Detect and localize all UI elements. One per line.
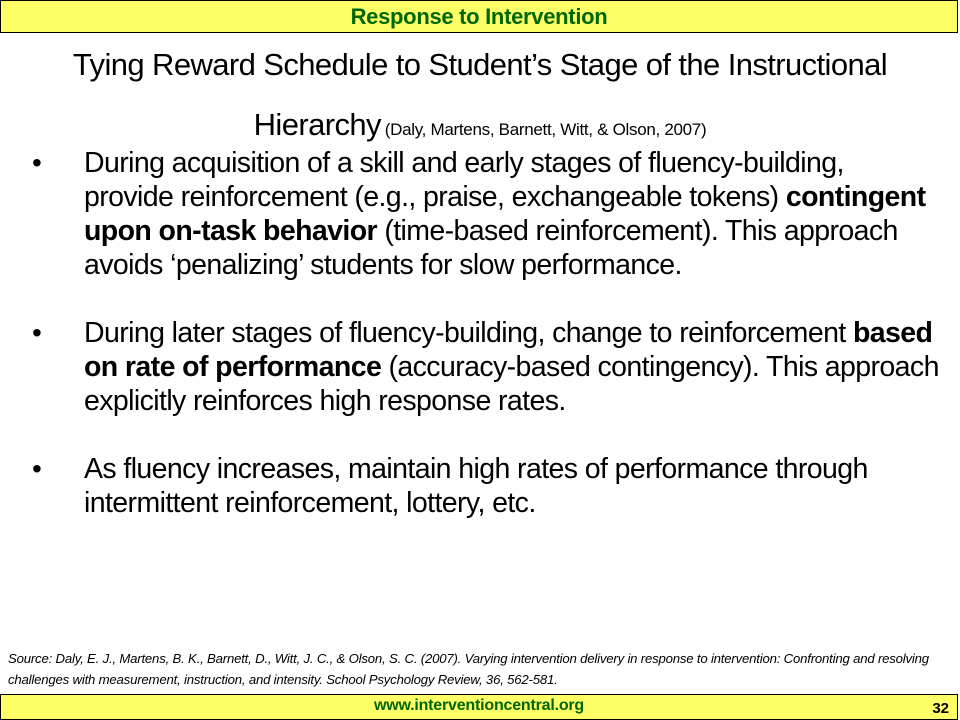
bullet-item: [30, 146, 940, 282]
bullet-list: [30, 146, 940, 520]
slide-title: [20, 38, 940, 158]
bullet-item: [30, 452, 940, 520]
footer-bar: [0, 694, 958, 720]
header-bar: [0, 0, 958, 33]
bullet-text: During later stages of fluency-building, change to reinforcement based on rate of performance (accuracy-based contingency). This approach explicitly reinforces high response rates.: [84, 317, 939, 417]
bullet-emphasis: based on rate of performance: [84, 317, 933, 383]
bullet-dot-icon: •: [32, 453, 42, 484]
slide-title-citation: (Daly, Martens, Barnett, Witt, & Olson, 2007): [384, 120, 707, 139]
bullet-text: During acquisition of a skill and early stages of fluency-building, provide reinforcement (e.g., praise, exchangeable tokens) contingent upon on-task behavior (time-based reinforcement). This approach avoids ‘penalizing’ students for slow performance.: [84, 147, 926, 281]
slide-title-main: Tying Reward Schedule to Student’s Stage of the Instructional Hierarchy: [72, 47, 888, 142]
bullet-emphasis: contingent upon on-task behavior: [84, 181, 926, 247]
footer-url-link[interactable]: www.interventioncentral.org: [373, 697, 585, 714]
bullet-dot-icon: •: [32, 317, 42, 348]
bullet-dot-icon: •: [32, 147, 42, 178]
source-citation: Source: Daly, E. J., Martens, B. K., Barnett, D., Witt, J. C., & Olson, S. C. (2007). Varying intervention delivery in response to intervention: Confronting and resolving challenges with measurement, instruction, and intensity. School Psychology Review, 36, 562-581.: [8, 651, 929, 687]
page-number: 32: [932, 700, 949, 717]
bullet-item: [30, 316, 940, 418]
header-title: Response to Intervention: [350, 3, 608, 29]
bullet-text: As fluency increases, maintain high rates of performance through intermittent reinforcement, lottery, etc.: [84, 453, 868, 519]
